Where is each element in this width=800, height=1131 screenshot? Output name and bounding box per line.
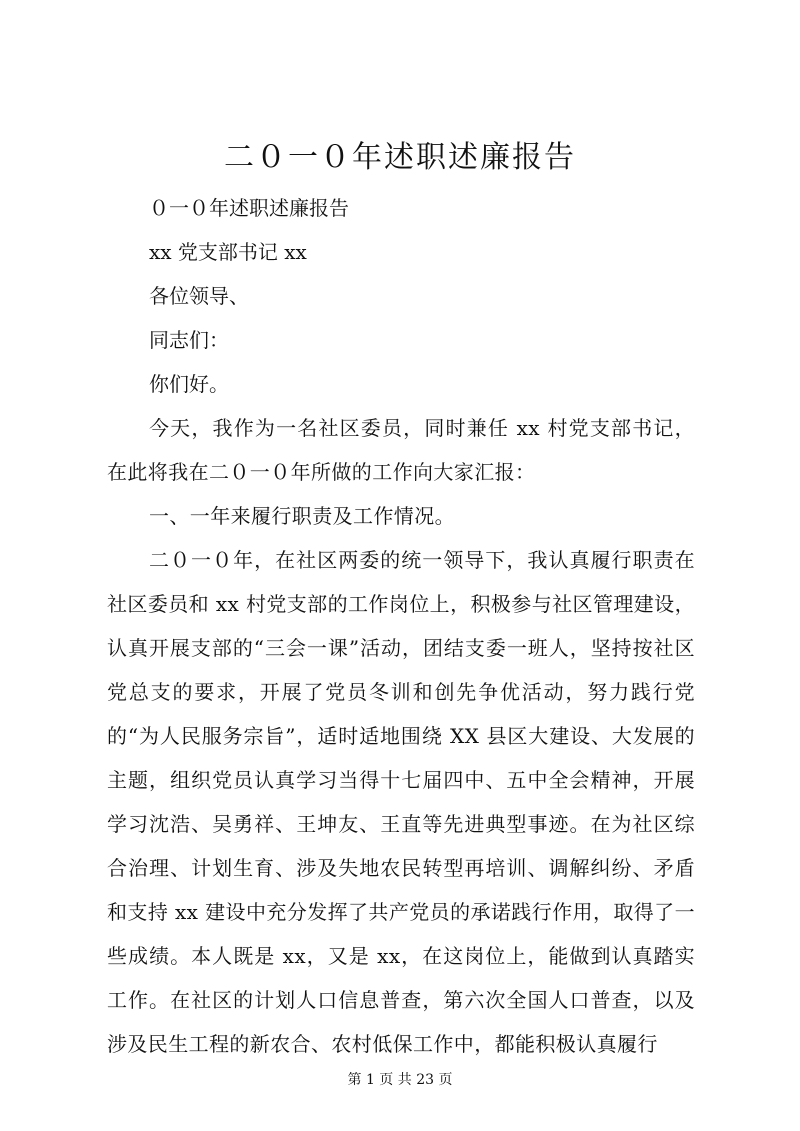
paragraph-intro: 今天，我作为一名社区委员，同时兼任 xx 村党支部书记，在此将我在二０一０年所做的工作向大家汇报： <box>107 416 695 484</box>
document-body <box>107 186 695 1066</box>
page-footer: 第 1 页 共 23 页 <box>347 1072 453 1088</box>
salutation-leaders: 各位领导、 <box>149 284 249 308</box>
greeting: 你们好。 <box>149 372 229 396</box>
report-subtitle: ０一０年述职述廉报告 <box>149 196 349 220</box>
report-author: xx 党支部书记 xx <box>149 240 307 264</box>
paragraph-work-summary: 二０一０年，在社区两委的统一领导下，我认真履行职责在社区委员和 xx 村党支部的工作岗位上，积极参与社区管理建设，认真开展支部的“三会一课”活动，团结支委一班人，坚持按社区党总支的要求，开展了党员冬训和创先争优活动，努力践行党的“为人民服务宗旨”，适时适地围绕 XX 县区大建设、大发展的主题，组织党员认真学习当得十七届四中、五中全会精神，开展学习沈浩、吴勇祥、王坤友、王直等先进典型事迹。在为社区综合治理、计划生育、涉及失地农民转型再培训、调解纠纷、矛盾和支持 xx 建设中充分发挥了共产党员的承诺践行作用，取得了一些成绩。本人既是 xx，又是 xx，在这岗位上，能做到认真踏实工作。在社区的计划人口信息普查，第六次全国人口普查，以及涉及民生工程的新农合、农村低保工作中，都能积极认真履行 <box>107 548 695 1056</box>
document-title: 二０一０年述职述廉报告 <box>224 140 576 175</box>
section-heading-1: 一、一年来履行职责及工作情况。 <box>149 504 455 528</box>
salutation-comrades: 同志们： <box>149 328 229 352</box>
